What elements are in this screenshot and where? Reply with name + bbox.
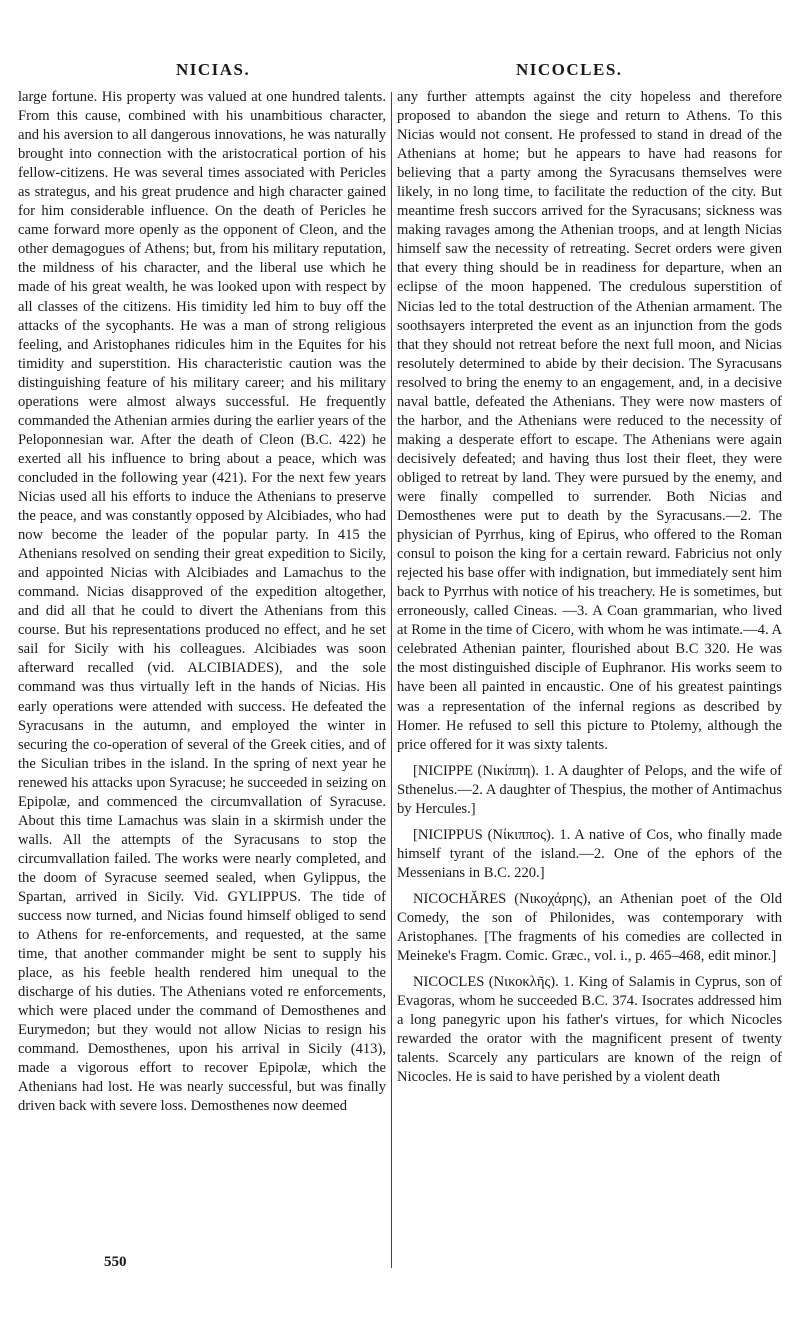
entry-nicias-continuation: any further attempts against the city hopeless and therefore proposed to abandon the siege and return to Athens. To this Nicias would not consent. He professed to stand in dread of the Athenians at home; but he appears to have had reasons for believing that a party among the Syracusans themselves were likely, in no long time, to facilitate the reduction of the city. But meantime fresh succors arrived for the Syracusans; sickness was making ravages among the Athenian troops, and at length Nicias himself saw the necessity of retreating. Secret orders were given that every thing should be in readiness for departure, when an eclipse of the moon happened. The credulous superstition of Nicias led to the total destruction of the Athenian armament. The soothsayers interpreted the event as an injunction from the gods that they should not retreat before the next full moon, and Nicias resolutely determined to abide by their decision. The Syracusans resolved to bring the enemy to an engagement, and, in a decisive naval battle, defeated the Athenians. They were now masters of the harbor, and the Athenians were reduced to the necessity of making a desperate effort to escape. The Athenians were again decisively defeated; and having thus lost their fleet, they were obliged to retreat by land. They were pursued by the enemy, and were finally compelled to surrender. Both Nicias and Demosthenes were put to death by the Syracusans.—2. The physician of Pyrrhus, king of Epirus, who offered to the Roman consul to poison the king for a certain reward. Fabricius not only rejected his base offer with indignation, but immediately sent him back to Pyrrhus with notice of his treachery. He is sometimes, but erroneously, called Cineas. —3. A Coan grammarian, who lived at Rome in the time of Cicero, with whom he was intimate.—4. A celebrated Athenian painter, flourished about B.C 320. He was the most distinguished disciple of Euphranor. His works seem to have been all painted in encaustic. One of his greatest paintings was a representation of the infernal regions as described by Homer. He refused to sell this picture to Ptolemy, although the price offered for it was sixty talents. — [397, 89, 782, 753]
entry-nicias-text: large fortune. His property was valued at one hundred talents. From this cause, combined with his unambitious character, and his aversion to all dangerous innovations, he was naturally brought into connection with the aristocratical portion of his fellow-citizens. He was several times associated with Pericles as strategus, and his great prudence and high character gained for him considerable influence. On the death of Pericles he came forward more openly as the opponent of Cleon, and the other demagogues of Athens; but, from his military reputation, the mildness of his character, and the liberal use which he made of his great wealth, he was looked upon with respect by all classes of the citizens. His timidity led him to buy off the attacks of the sycophants. He was a man of strong religious feeling, and Aristophanes ridicules him in the Equites for his timidity and superstition. His characteristic caution was the distinguishing feature of his military career; and his military operations were almost always successful. He frequently commanded the Athenian armies during the earlier years of the Peloponnesian war. After the death of Cleon (B.C. 422) he exerted all his influence to bring about a peace, which was concluded in the following year (421). For the next few years Nicias used all his efforts to induce the Athenians to preserve the peace, and was constantly opposed by Alcibiades, who had now become the leader of the popular party. In 415 the Athenians resolved on sending their great expedition to Sicily, and appointed Nicias with Alcibiades and Lamachus to the command. Nicias disapproved of the expedition altogether, and did all that he could to divert the Athenians from this course. But his representations produced no effect, and he set sail for Sicily with his colleagues. Alcibiades was soon afterward recalled (vid. ALCIBIADES), and the sole command was thus virtually left in the hands of Nicias. His early operations were attended with success. He defeated the Syracusans in the autumn, and employed the winter in securing the co-operation of several of the Greek cities, and of the Siculian tribes in the island. In the spring of next year he renewed his attacks upon Syracuse; he succeeded in seizing on Epipolæ, and commenced the circumvallation of Syracuse. About this time Lamachus was slain in a skirmish under the walls. All the attempts of the Syracusans to stop the circumvallation failed. The works were nearly completed, and the doom of Syracuse seemed sealed, when Gylippus, the Spartan, arrived in Sicily. Vid. GYLIPPUS. The tide of success now turned, and Nicias found himself obliged to send to Athens for re-enforcements, and requested, at the same time, that another commander might be sent to supply his place, as his feeble health rendered him unequal to the discharge of his duties. The Athenians voted re enforcements, which were placed under the command of Demosthenes and Eurymedon; but they would not allow Nicias to resign his command. Demosthenes, upon his arrival in Sicily (413), made a vigorous effort to recover Epipolæ, which the Athenians had lost. He was nearly successful, but was finally driven back with severe loss. Demosthenes now deemed — [18, 89, 386, 1115]
left-column — [18, 88, 386, 1117]
entry-nicippe: [NICIPPE (Νικίππη). 1. A daughter of Pelops, and the wife of Sthenelus.—2. A daughter of Thespius, the mother of Antimachus by Hercules.] — [397, 762, 782, 817]
entry-nicippus: [NICIPPUS (Νίκιππος). 1. A native of Cos, who finally made himself tyrant of the island.—2. One of the ephors of the Messenians in B.C. 220.] — [397, 826, 782, 881]
running-head-right: NICOCLES. — [516, 60, 623, 79]
entry-nicocles: NICOCLES (Νικοκλῆς). 1. King of Salamis in Cyprus, son of Evagoras, whom he succeeded B.C. 374. Isocrates addressed him a long panegyric upon his father's virtues, for which Nicocles rewarded the orator with the magnificent present of twenty talents. Scarcely any particulars are known of the reign of Nicocles. He is said to have perished by a violent death — [397, 974, 782, 1086]
page-number: 550 — [104, 1254, 127, 1270]
running-head-left: NICIAS. — [176, 60, 251, 79]
right-column — [397, 88, 782, 1087]
entry-nicochares: NICOCHĂRES (Νικοχάρης), an Athenian poet of the Old Comedy, the son of Philonides, was contemporary with Aristophanes. [The fragments of his comedies are collected in Meineke's Fragm. Comic. Græc., vol. i., p. 465–468, edit minor.] — [397, 890, 782, 965]
column-divider — [391, 92, 392, 1268]
